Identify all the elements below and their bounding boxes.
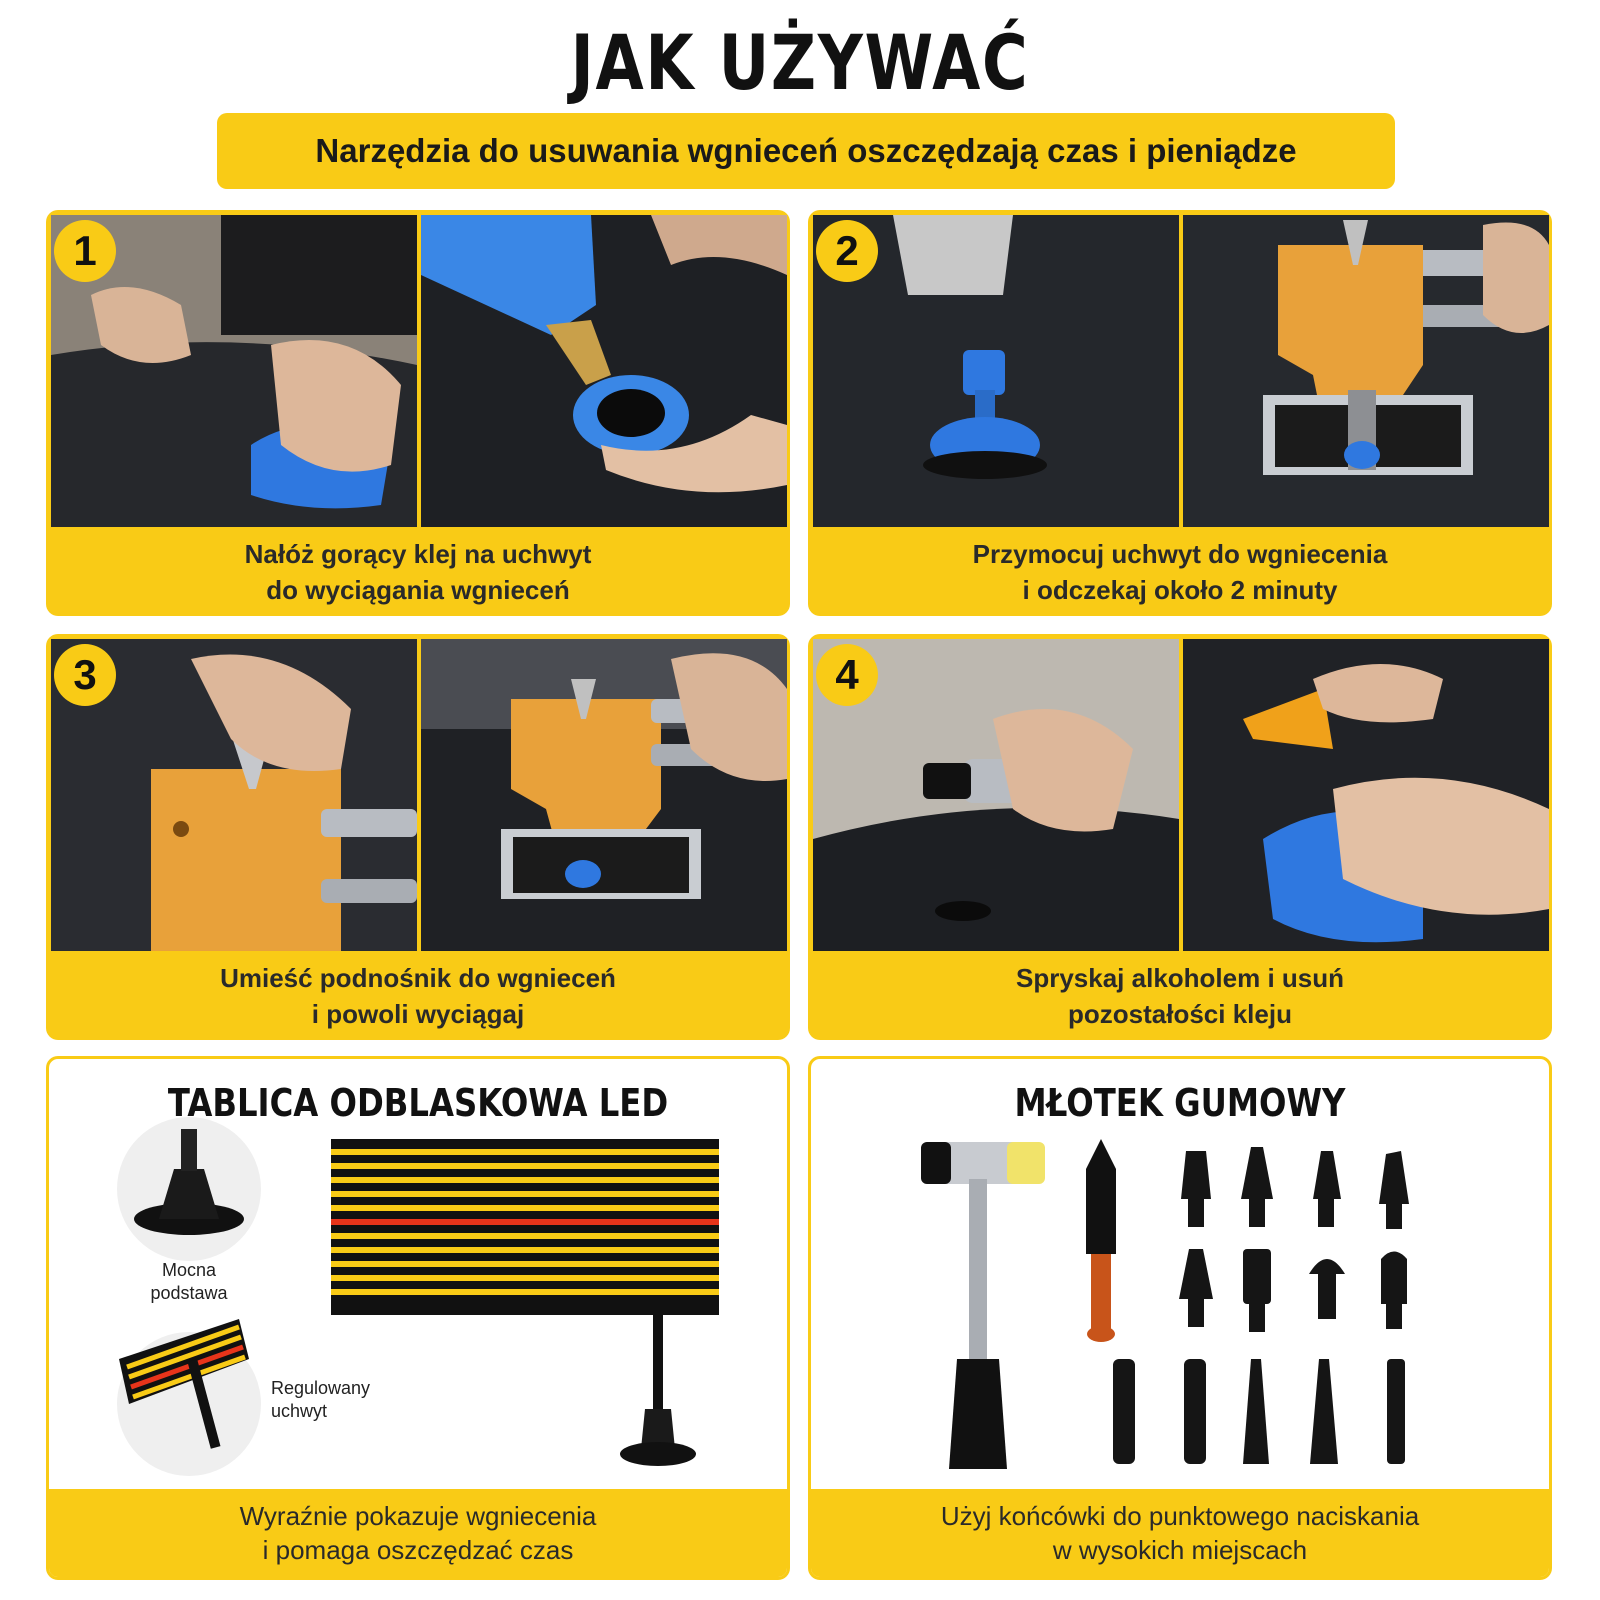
base-label-line-2: podstawa <box>150 1283 228 1303</box>
base-label <box>129 1259 249 1305</box>
step-3-photo-lifter-pulling <box>421 639 787 951</box>
hammer-caption <box>811 1489 1549 1577</box>
led-board-caption-line-1: Wyraźnie pokazuje wgniecenia <box>239 1501 597 1531</box>
holder-label <box>271 1377 401 1423</box>
step-2-caption <box>808 528 1552 616</box>
holder-label-line-2: uchwyt <box>271 1401 328 1421</box>
step-3-caption <box>46 952 790 1040</box>
page-title: JAK UŻYWAĆ <box>570 18 1030 107</box>
step-1-photos <box>51 215 785 527</box>
holder-label-line-1: Regulowany <box>271 1378 371 1398</box>
hammer-caption-line-1: Użyj końcówki do punktowego naciskania <box>940 1501 1420 1531</box>
step-3-caption-line-1: Umieść podnośnik do wgnieceń <box>220 963 616 993</box>
tap-down-pen <box>1086 1139 1116 1342</box>
led-board-title: TABLICA ODBLASKOWA LED <box>167 1081 669 1125</box>
step-1-panel <box>46 210 790 616</box>
step-2-panel <box>808 210 1552 616</box>
step-2-photos <box>813 215 1547 527</box>
hammer-caption-line-2: w wysokich miejscach <box>1052 1535 1308 1565</box>
step-4-photos <box>813 639 1547 951</box>
step-1-caption-line-1: Nałóż gorący klej na uchwyt <box>244 539 592 569</box>
step-3-caption-line-2: i powoli wyciągaj <box>311 999 525 1029</box>
step-1-caption <box>46 528 790 616</box>
step-4-number-badge: 4 <box>816 644 878 706</box>
step-1-number-badge: 1 <box>54 220 116 282</box>
step-1-photo-glue-gun <box>421 215 787 527</box>
step-2-caption-line-1: Przymocuj uchwyt do wgniecenia <box>972 539 1388 569</box>
rubber-hammer <box>921 1142 1045 1469</box>
hammer-panel <box>808 1056 1552 1580</box>
led-board-caption-line-2: i pomaga oszczędzać czas <box>262 1535 574 1565</box>
step-2-number-badge: 2 <box>816 220 878 282</box>
step-4-photo-wipe-residue <box>1183 639 1549 951</box>
step-2-caption-line-2: i odczekaj około 2 minuty <box>1022 575 1338 605</box>
step-3-photos <box>51 639 785 951</box>
led-board-panel <box>46 1056 790 1580</box>
hammer-title: MŁOTEK GUMOWY <box>1014 1081 1346 1125</box>
step-1-caption-line-2: do wyciągania wgnieceń <box>266 575 570 605</box>
step-4-caption <box>808 952 1552 1040</box>
step-2-photo-lifter-tool <box>1183 215 1549 527</box>
led-board-caption <box>49 1489 787 1577</box>
subtitle-banner: Narzędzia do usuwania wgnieceń oszczędzają czas i pieniądze <box>217 113 1395 189</box>
step-4-caption-line-2: pozostałości kleju <box>1068 999 1292 1029</box>
step-3-number-badge: 3 <box>54 644 116 706</box>
step-4-caption-line-1: Spryskaj alkoholem i usuń <box>1016 963 1344 993</box>
step-4-panel <box>808 634 1552 1040</box>
step-3-panel <box>46 634 790 1040</box>
base-label-line-1: Mocna <box>161 1260 217 1280</box>
